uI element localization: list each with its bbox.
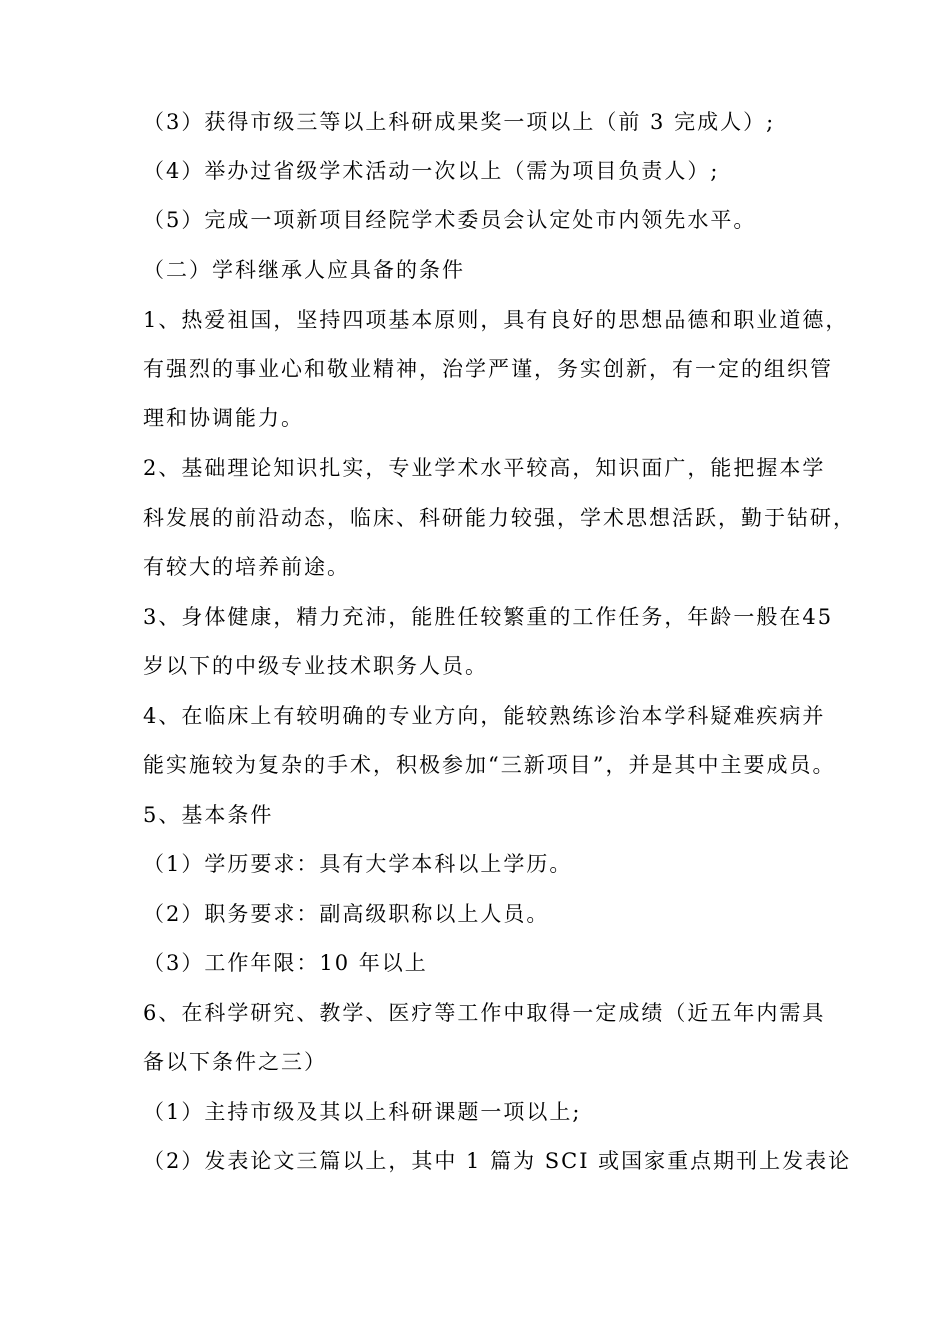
text-line: 2、基础理论知识扎实，专业学术水平较高，知识面广，能把握本学 [143,456,826,480]
text-line: （5）完成一项新项目经院学术委员会认定处市内领先水平。 [143,208,757,232]
section-heading: （二）学科继承人应具备的条件 [143,258,465,282]
text-line: 岁以下的中级专业技术职务人员。 [143,654,488,678]
text-line: 能实施较为复杂的手术，积极参加“三新项目”，并是其中主要成员。 [143,753,836,777]
text-line: 理和协调能力。 [143,406,304,430]
text-line: 备以下条件之三） [143,1050,327,1074]
text-line: （2）发表论文三篇以上，其中 1 篇为 SCI 或国家重点期刊上发表论 [143,1149,852,1173]
text-line: （4）举办过省级学术活动一次以上（需为项目负责人）; [143,159,720,183]
text-line: 有较大的培养前途。 [143,555,350,579]
text-line: （3）工作年限：10 年以上 [143,951,428,975]
text-line: 1、热爱祖国，坚持四项基本原则，具有良好的思想品德和职业道德， [143,308,849,332]
text-line: 有强烈的事业心和敬业精神，治学严谨，务实创新，有一定的组织管 [143,357,833,381]
text-line: 5、基本条件 [143,803,274,827]
text-line: （1）主持市级及其以上科研课题一项以上; [143,1100,582,1124]
text-line: （2）职务要求：副高级职称以上人员。 [143,902,550,926]
text-line: （3）获得市级三等以上科研成果奖一项以上（前 3 完成人）; [143,110,776,134]
text-line: （1）学历要求：具有大学本科以上学历。 [143,852,573,876]
text-line: 科发展的前沿动态，临床、科研能力较强，学术思想活跃，勤于钻研， [143,506,856,530]
text-line: 3、身体健康，精力充沛，能胜任较繁重的工作任务，年龄一般在45 [143,605,834,629]
text-line: 6、在科学研究、教学、医疗等工作中取得一定成绩（近五年内需具 [143,1001,826,1025]
text-line: 4、在临床上有较明确的专业方向，能较熟练诊治本学科疑难疾病并 [143,704,826,728]
